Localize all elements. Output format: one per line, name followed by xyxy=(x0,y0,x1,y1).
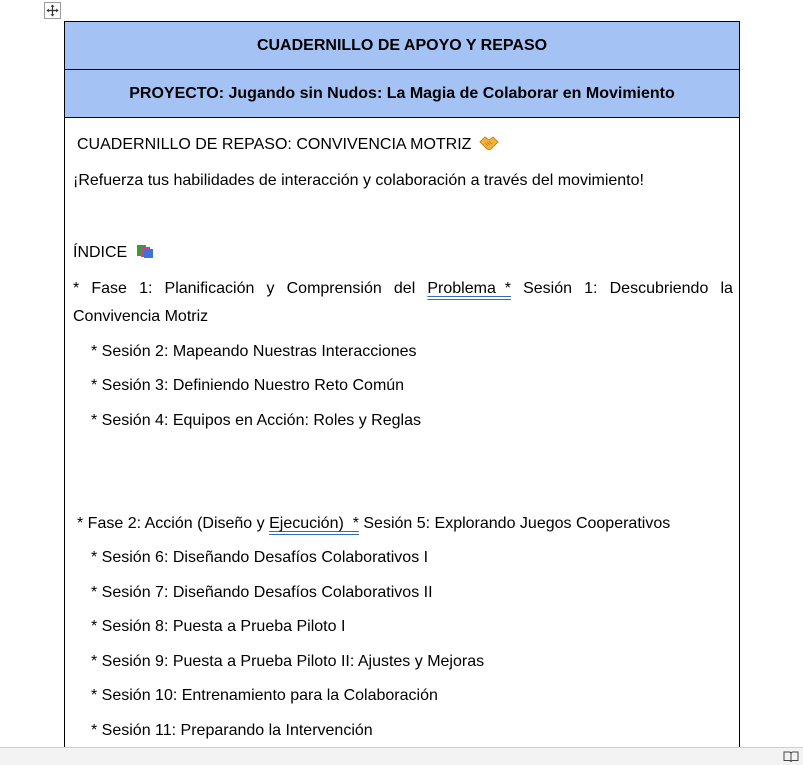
table-move-handle[interactable] xyxy=(44,2,61,19)
header-project-cell xyxy=(65,70,739,118)
list-item: * Sesión 9: Puesta a Prueba Piloto II: Ajustes y Mejoras xyxy=(91,653,485,670)
books-icon xyxy=(136,243,154,259)
list-item: * Sesión 8: Puesta a Prueba Piloto I xyxy=(91,618,346,635)
handshake-icon xyxy=(479,135,499,151)
list-item: * Sesión 7: Diseñando Desafíos Colaborativos II xyxy=(91,584,433,601)
list-item: * Sesión 11: Preparando la Intervención xyxy=(91,722,373,739)
document-table xyxy=(64,21,740,761)
move-icon xyxy=(46,4,59,17)
section-heading: CUADERNILLO DE REPASO: CONVIVENCIA MOTRIZ xyxy=(77,135,499,154)
phase2-line: * Fase 2: Acción (Diseño y Ejecución) * Sesión 5: Explorando Juegos Cooperativos xyxy=(77,515,671,532)
list-item: * Sesión 4: Equipos en Acción: Roles y Reglas xyxy=(91,412,421,429)
index-heading: ÍNDICE xyxy=(73,243,154,262)
status-bar xyxy=(0,747,803,765)
intro-text: ¡Refuerza tus habilidades de interacción y colaboración a través del movimiento! xyxy=(73,172,644,189)
project-title: PROYECTO: Jugando sin Nudos: La Magia de Colaborar en Movimiento xyxy=(129,84,675,102)
list-item: * Sesión 10: Entrenamiento para la Colaboración xyxy=(91,687,438,704)
document-title: CUADERNILLO DE APOYO Y REPASO xyxy=(256,36,548,54)
list-item: * Sesión 6: Diseñando Desafíos Colaborativos I xyxy=(91,549,429,566)
list-item: * Sesión 2: Mapeando Nuestras Interacciones xyxy=(91,343,417,360)
read-mode-icon[interactable] xyxy=(783,751,799,763)
header-title-cell xyxy=(65,22,739,70)
phase1-line: * Fase 1: Planificación y Comprensión del Problema * Sesión 1: Descubriendo la xyxy=(73,280,733,297)
list-item: * Sesión 3: Definiendo Nuestro Reto Común xyxy=(91,377,405,394)
phase1-continuation: Convivencia Motriz xyxy=(73,308,209,325)
